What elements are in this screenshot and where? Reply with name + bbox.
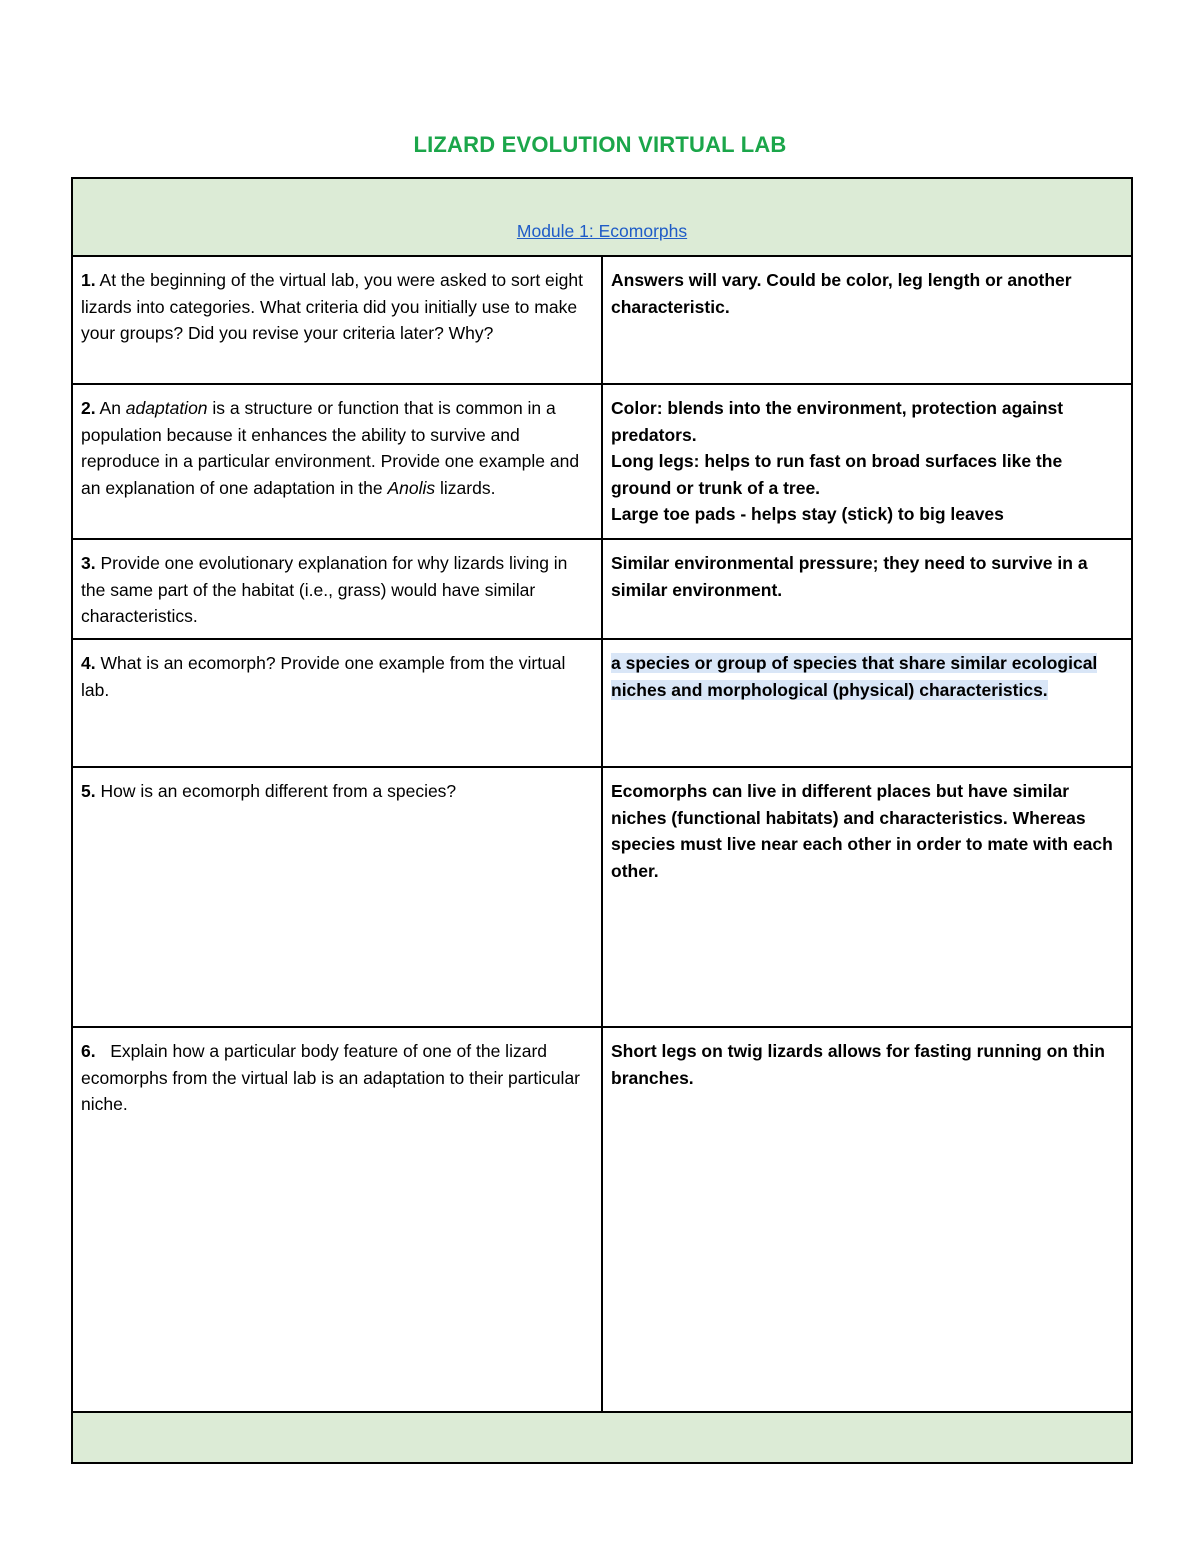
question-number: 3.: [81, 553, 96, 573]
footer-cell: [72, 1412, 1132, 1463]
answer-text: Answers will vary. Could be color, leg length or another characteristic.: [611, 270, 1072, 317]
answer-cell: [602, 767, 1132, 1027]
question-number: 1.: [81, 270, 96, 290]
answer-cell: [602, 1027, 1132, 1412]
answer-line: Color: blends into the environment, protection against predators.: [611, 398, 1064, 445]
question-cell: [72, 539, 602, 639]
answer-line: Long legs: helps to run fast on broad surfaces like the ground or trunk of a tree.: [611, 451, 1063, 498]
question-number: 6.: [81, 1041, 96, 1061]
answer-text: Ecomorphs can live in different places but have similar niches (functional habitats) and characteristics. Whereas species must live near each other in order to mate with each other.: [611, 781, 1113, 881]
lab-worksheet-table: [71, 177, 1133, 1464]
module-heading-link[interactable]: Module 1: Ecomorphs: [516, 221, 688, 242]
answer-text-highlighted: a species or group of species that share similar ecological niches and morphological (physical) characteristics.: [611, 653, 1098, 700]
question-text: Explain how a particular body feature of one of the lizard ecomorphs from the virtual lab is an adaptation to their particular niche.: [81, 1041, 585, 1115]
footer-row: [72, 1412, 1132, 1463]
question-text: How is an ecomorph different from a species?: [100, 781, 457, 801]
answer-line: Large toe pads - helps stay (stick) to big leaves: [611, 504, 1004, 525]
question-cell: [72, 1027, 602, 1412]
table-row: [72, 539, 1132, 639]
question-text: What is an ecomorph? Provide one example from the virtual lab.: [81, 653, 566, 700]
question-term-italic: adaptation: [125, 398, 208, 418]
question-number: 4.: [81, 653, 96, 673]
table-row: [72, 639, 1132, 767]
question-cell: [72, 384, 602, 539]
question-cell: [72, 639, 602, 767]
table-row: [72, 1027, 1132, 1412]
question-text-part: lizards.: [435, 477, 496, 498]
answer-text: Similar environmental pressure; they need to survive in a similar environment.: [611, 553, 1088, 600]
table-row: [72, 767, 1132, 1027]
document-title: LIZARD EVOLUTION VIRTUAL LAB: [413, 132, 787, 157]
answer-cell: [602, 256, 1132, 384]
question-text-part: is a structure or function that is common in a population because it enhances the ability to survive and reproduce in a particular environment. Provide one example and an explanation of one adaptation in the: [81, 398, 580, 498]
question-text: At the beginning of the virtual lab, you were asked to sort eight lizards into categories. What criteria did you initially use to make your groups? Did you revise your criteria later? Why?: [81, 270, 584, 344]
module-header-row: [72, 178, 1132, 256]
table-row: [72, 384, 1132, 539]
answer-cell: [602, 639, 1132, 767]
question-text-part: An: [99, 398, 126, 418]
question-term-italic: Anolis: [387, 477, 436, 498]
module-header-cell: [72, 178, 1132, 256]
question-cell: [72, 767, 602, 1027]
answer-cell: [602, 539, 1132, 639]
question-number: 2.: [81, 398, 96, 418]
table-row: [72, 256, 1132, 384]
answer-text: Short legs on twig lizards allows for fasting running on thin branches.: [611, 1041, 1105, 1088]
question-number: 5.: [81, 781, 96, 801]
answer-cell: [602, 384, 1132, 539]
question-cell: [72, 256, 602, 384]
question-text: Provide one evolutionary explanation for why lizards living in the same part of the habitat (i.e., grass) would have similar characteristics.: [81, 553, 568, 627]
